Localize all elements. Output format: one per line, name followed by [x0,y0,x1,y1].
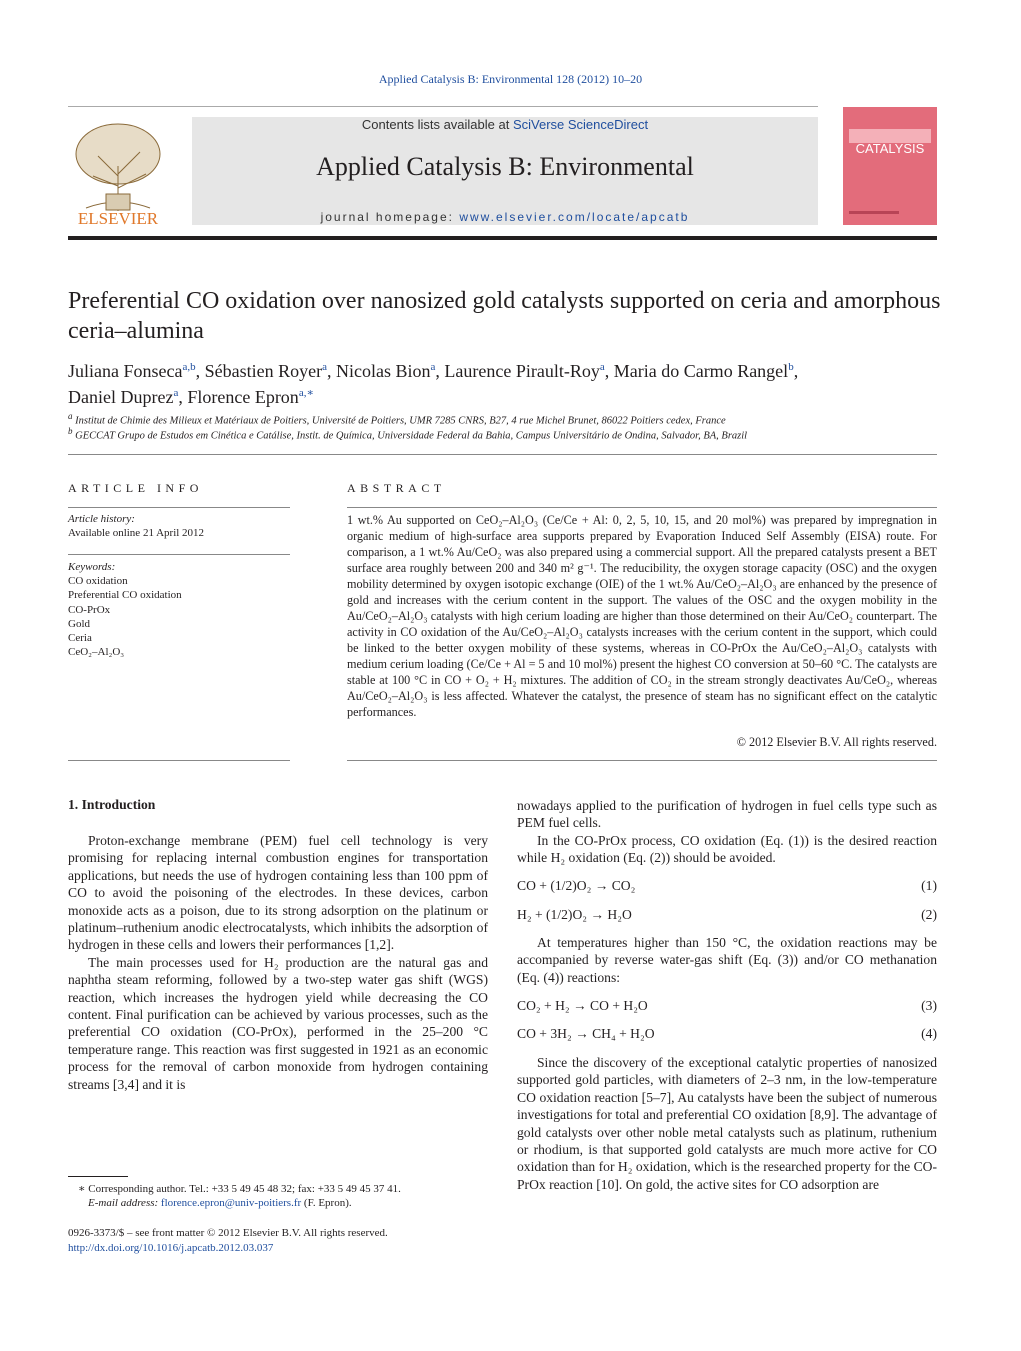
author-name: Daniel Duprez [68,387,174,407]
intro-paragraph-4: At temperatures higher than 150 °C, the oxidation reactions may be accompanied by reverse water-gas shift (Eq. (3)) and/or CO methanation (Eq. (4)) reactions: [517,935,937,985]
elsevier-logo [68,116,168,228]
equation-3 [517,998,937,1014]
equation-2 [517,907,937,923]
affiliation-b [68,426,948,442]
keyword: Gold [68,617,90,630]
author-name: Sébastien Royer [204,361,323,381]
equation-expression: CO + (1/2)O₂ → CO₂ [517,878,636,893]
section-heading-introduction: 1. Introduction [68,797,156,812]
article-history [68,512,290,540]
author-separator: , [326,361,336,381]
author-affiliation-mark: a [599,361,605,373]
author-affiliation-mark: a,∗ [298,387,314,399]
email-suffix: (F. Epron). [301,1197,352,1209]
equation-number: (2) [921,907,937,922]
equation-number: (1) [921,878,937,893]
journal-citation[interactable]: Applied Catalysis B: Environmental 128 (2012) 10–20 [378,72,643,86]
intro-paragraph-2: The main processes used for H₂ production are the natural gas and naphtha steam reforming, followed by a two-step water gas shift (WGS) reaction, which increases the hydrogen yield while decreasing the CO content. Final purification can be achieved by various processes, such as the preferential CO oxidation (CO-PrOx), performed in the 25–200 °C temperature range. This reaction was first suggested in 1921 as an economic process for the removal of carbon monoxide from hydrogen containing streams [3,4] and it is [68,954,488,1092]
intro-paragraph-3: In the CO-PrOx process, CO oxidation (Eq. (1)) is the desired reaction while H₂ oxidation (Eq. (2)) should be avoided. [517,832,937,866]
intro-paragraph-5: Since the discovery of the exceptional catalytic properties of nanosized supported gold particles, with diameters of 2–3 nm, in the low-temperature CO oxidation reaction [5–7], Au catalysts have been the subject of numerous investigations for total and preferential CO oxidation [8,9]. The advantage of gold catalysts over other noble metal catalysts such as platinum, ruthenium or rhodium, is that supported gold catalysts are much more active for CO oxidation than for H₂ oxidation, which is the researched property for the CO-PrOx reaction [10]. On gold, the active sites for CO adsorption are [517,1055,937,1192]
author-list [68,356,948,408]
author-name: Juliana Fonseca [68,361,183,381]
elsevier-wordmark: ELSEVIER [77,209,159,228]
journal-homepage [192,210,818,224]
header-thick-rule [68,236,937,240]
equation-4 [517,1026,937,1042]
affiliation-mark: b [68,426,73,436]
history-value: Available online 21 April 2012 [68,527,205,540]
affiliation-mark: a [68,411,73,421]
author-name: Maria do Carmo Rangel [613,361,789,381]
corresponding-author-note: ∗ Corresponding author. Tel.: +33 5 49 45 48 32; fax: +33 5 49 45 37 41. [78,1183,401,1195]
author-affiliation-mark: a [430,361,436,373]
equation-expression: H₂ + (1/2)O₂ → H₂O [517,907,632,922]
keyword: Ceria [68,632,92,645]
equation-expression: CO₂ + H₂ → CO + H₂O [517,998,648,1013]
homepage-prefix: journal homepage: [320,210,460,224]
affiliation-rule [68,454,937,455]
article-info-bottom-rule [68,760,290,761]
contents-line [192,117,818,132]
intro-continuation: nowadays applied to the purification of hydrogen in fuel cells type such as PEM fuel cells. [517,798,937,831]
article-info-rule [68,507,290,508]
author-affiliation-mark: b [788,361,794,373]
author-separator: , [793,361,799,381]
article-title: Preferential CO oxidation over nanosized gold catalysts supported on ceria and amorphous ceria–alumina [68,288,941,344]
author-affiliation-mark: a,b [182,361,196,373]
keywords-rule [68,554,290,555]
equation-1 [517,878,937,894]
abstract-rule [347,507,937,508]
author-name: Florence Epron [187,387,299,407]
header-rule [68,106,818,107]
equation-number: (4) [921,1026,937,1041]
keyword: CeO₂–Al₂O₃ [68,646,125,659]
author-separator: , [604,361,614,381]
doi-line [68,1241,568,1255]
abstract-copyright: © 2012 Elsevier B.V. All rights reserved. [736,735,937,749]
author-separator: , [435,361,445,381]
journal-cover-thumbnail [843,107,937,225]
abstract-text: 1 wt.% Au supported on CeO₂–Al₂O₃ (Ce/Ce + Al: 0, 2, 5, 10, 15, and 20 mol%) was prepared by impregnation in organic medium of high-surface area supports prepared by Evaporation Induced Self Assembly (EISA) route. For comparison, a 1 wt.% Au/CeO₂ was also prepared using a commercial support. All the prepared catalysts present a BET surface area roughly between 200 and 340 m² g⁻¹. The reducibility, the oxygen storage capacity (OSC) and the oxygen mobility determined by oxygen isotopic exchange (OIE) of the 1 wt.% Au/CeO₂–Al₂O₃ are enhanced by the presence of gold and increases with the cerium content in the support. The values of the OSC and the oxygen mobility in the Au/CeO₂–Al₂O₃ catalysts with high cerium loading are higher than those determined on their Au/CeO₂ counterpart. The activity in CO oxidation of the Au/CeO₂–Al₂O₃ catalysts increases with the cerium content in the support, which could be linked to the better oxygen mobility of these systems, whereas in CO-PrOx the Au/CeO₂–Al₂O₃ catalysts with medium cerium loading (Ce/Ce + Al = 5 and 10 mol%) present the highest CO conversion at 50–60 °C. The catalysts are stable at 100 °C in CO + O₂ + H₂ mixtures. The addition of CO₂ in the stream strongly deactivates Au/CeO₂, whereas Au/CeO₂–Al₂O₃ is less affected. Whatever the catalyst, the presence of steam has no significant effect on the catalytic performances. [347,513,937,719]
issn-line: 0926-3373/$ – see front matter © 2012 Elsevier B.V. All rights reserved. [68,1227,388,1239]
keyword: Preferential CO oxidation [68,589,182,602]
cover-title: CATALYSIS [855,141,925,156]
sciencedirect-link[interactable]: SciVerse ScienceDirect [512,117,649,132]
article-info-heading: ARTICLE INFO [68,481,203,495]
email-link[interactable]: florence.epron@univ-poitiers.fr [160,1197,302,1209]
history-label: Article history: [68,513,135,525]
equation-expression: CO + 3H₂ → CH₄ + H₂O [517,1026,655,1041]
keywords-label: Keywords: [68,561,116,573]
abstract-bottom-rule [347,760,937,761]
right-column-top [517,797,937,867]
author-affiliation-mark: a [173,387,179,399]
right-column-bottom [517,1054,937,1193]
author-name: Nicolas Bion [335,361,431,381]
affiliation-text: Institut de Chimie des Milieux et Matériaux de Poitiers, Université de Poitiers, UMR 7285 CNRS, B27, 4 rue Michel Brunet, 86022 Poitiers cedex, France [75,415,726,427]
homepage-link[interactable]: www.elsevier.com/locate/apcatb [459,210,690,224]
email-label: E-mail address: [88,1197,161,1209]
equation-number: (3) [921,998,937,1013]
affiliation-a [68,411,948,427]
email-note [88,1196,508,1210]
journal-title: Applied Catalysis B: Environmental [316,152,694,181]
author-name: Laurence Pirault-Roy [444,361,600,381]
abstract-heading: ABSTRACT [347,481,446,495]
keywords-list [68,574,290,659]
left-column [68,832,488,1093]
author-separator: , [195,361,205,381]
footnote-rule [68,1176,128,1177]
keywords-block [68,560,290,659]
author-separator: , [178,387,188,407]
keyword: CO-PrOx [68,603,111,616]
doi-link[interactable]: http://dx.doi.org/10.1016/j.apcatb.2012.03.037 [68,1242,274,1254]
affiliation-text: GECCAT Grupo de Estudos em Cinética e Catálise, Instit. de Química, Universidade Federal da Bahia, Campus Universitário de Ondina, Salvador, BA, Brazil [75,430,748,442]
keyword: CO oxidation [68,575,128,588]
author-affiliation-mark: a [322,361,327,373]
right-column-middle [517,934,937,986]
contents-prefix: Contents lists available at [361,117,513,132]
intro-paragraph-1: Proton-exchange membrane (PEM) fuel cell technology is very promising for replacing internal combustion engines for transportation applications, but needs the use of hydrogen containing less than 100 ppm of CO to avoid the poisoning of the electrodes. In these devices, carbon monoxide acts as a poison, due to its strong adsorption on the platinum or platinum–ruthenium anodic electrocatalysts, which inhibits the adsorption of hydrogen in these cells and lowers their performances [1,2]. [68,833,488,953]
